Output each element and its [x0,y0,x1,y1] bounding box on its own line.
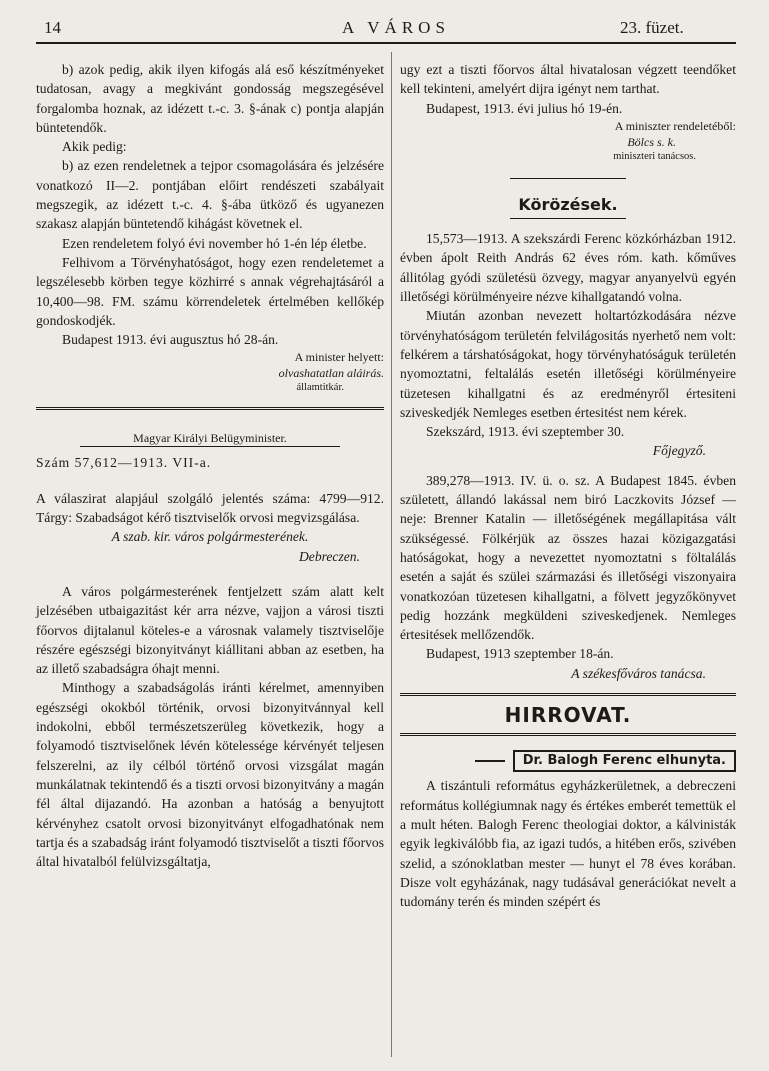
document-number: Szám 57,612—1913. VII-a. [36,455,212,471]
signature-name: Bölcs s. k. [627,134,676,149]
subject: A válaszirat alapjául szolgáló jelentés száma: 4799—912. Tárgy: Szabadságot kérő tisztviselők orvosi megvizsgálása. [36,490,384,526]
left-column [36,60,384,871]
issue-number: 23. füzet. [620,18,684,37]
signature-rank: államtitkár. [296,382,344,394]
paragraph: Miután azonban nevezett holtartózkodására nézve törvényhatóságom területén felvilágositás nyerhető nem volt: felkérem a társhatóságokat, hogy törvényhatóságuk területén nyomoztatni, feltalálás esetén illetőségi körülményeire tüzetesen kihallgatni és az eredményről értesiteni sziveskedjék Nemleges esetben értesitést nem kérek. [400,308,736,420]
paragraph: b) azok pedig, akik ilyen kifogás alá eső készítményeket tudatosan, avagy a megkivánt gondosság megszegésével forgalomba hoznak, az idézett t.-c. 3. §-ának c) pontja alapján büntetendők. [36,62,384,135]
paragraph: 15,573—1913. A szekszárdi Ferenc közkórházban 1912. évben ápolt Reith András 62 éves róm. kath. kőműves állitólag gyódi születésü özvegy, magyar anyanyelvü egyén illetőségi körülményeire nézve kihallgatandó volna. [400,231,736,305]
short-rule [510,178,626,179]
section-rule [400,693,736,696]
signature-name: Főjegyző. [652,443,706,459]
paragraph: b) az ezen rendeletnek a tejpor csomagolására és jelzésére vonatkozó II—2. pontjában előirt rendészeti szabályait megszegik, az idézett t.-c. 4. §-ába ütköző és ugyanezen szakasz alapján büntetendő kihágást követnek el. [36,158,384,232]
journal-title: A VÁROS [342,18,450,37]
date-line: Budapest, 1913 szeptember 18-án. [426,646,614,662]
paragraph: Felhivom a Törvényhatóságot, hogy ezen rendeletemet a legszélesebb körben tegye közhirré s annak végrehajtásáról a 10,400—98. FM. számu körrendeletek értelmében kellőkép gondoskodjék. [36,254,384,328]
section-heading: Körözések. [518,194,618,214]
news-title: Dr. Balogh Ferenc elhunyta. [513,750,736,772]
addressee: A szab. kir. város polgármesterének. [111,529,309,545]
signature-name: olvashatatlan aláirás. [278,366,384,381]
date-line: Budapest, 1913. évi julius hó 19-én. [426,100,623,116]
section-rule [36,407,384,410]
signature-name: A székesfőváros tanácsa. [571,665,706,681]
page-number: 14 [44,18,61,37]
ministry-heading: Magyar Királyi Belügyminister. [80,430,340,447]
page-header [36,18,736,42]
paragraph: 389,278—1913. IV. ü. o. sz. A Budapest 1845. évben született, állandó lakással nem biró Laczkovits József — neje: Brenner Katalin — illetőségének megállapitása vált szükségessé. Fölkérjük az összes hazai közigazgatási hatóságokat, hogy a nevezettet nyomoztatni s föltalálás esetén a saját és szülei származási és illetőségi viszonyaira vonatkozóan tüzetesen kihallgatni, a fölvett jegyzőkönyvet pedig hozzánk megküldeni sziveskedjenek. Nemleges értesitések mellőzendők. [400,472,736,643]
dash-rule [475,760,505,762]
section-rule [400,733,736,736]
date-line: Szekszárd, 1913. évi szeptember 30. [426,424,625,440]
paragraph: Ezen rendeletem folyó évi november hó 1-én lép életbe. [62,235,367,251]
city: Debreczen. [298,548,360,564]
short-rule [510,218,626,219]
news-heading: HIRROVAT. [504,703,632,728]
paragraph: ugy ezt a tiszti főorvos által hivatalosan végzett teendőket kell tekinteni, amelyért dijra igényt nem tarthat. [400,62,736,97]
paragraph: A tiszántuli református egyházkerületnek, a debreczeni református kollégiumnak nagy és értékes emberét temettük el a mult héten. Balogh Ferenc theologiai doktor, a kálvinisták egyik legkiválóbb fia, az igazi tudós, a hitében erős, szivében szelid, a szónoklatban mester — hunyt el 78 éves korában. Disze volt egyházának, nagy tudásával generációkat nevelt a tudomány terén és minden szépért és [400,778,736,910]
paragraph: Akik pedig: [62,139,127,155]
signature-title: A miniszter rendeletéből: [614,118,736,133]
date-line: Budapest 1913. évi augusztus hó 28-án. [62,332,279,348]
right-column [400,60,736,911]
header-rule [36,42,736,44]
signature-rank: miniszteri tanácsos. [613,150,696,162]
column-divider [391,52,392,1057]
paragraph: A város polgármesterének fentjelzett szám alatt kelt jelzésében utbaigazitást kér arra nézve, vajjon a városi tiszti főorvos dijtalanul köteles-e a városnak valamely tisztviselője részére egészségi bizonyitványt kiállitani abban az esetben, ha az illető szabadságra óhajt menni. [36,583,384,677]
signature-title: A minister helyett: [294,350,384,365]
paragraph: Minthogy a szabadságolás iránti kérelmet, amennyiben egészségi okokból történik, orvosi bizonyitvánnyal kell indokolni, ebből természetszerüleg következik, hogy a folyamodó tisztviselőnek lévén kötelessége kérvényét teljesen felszerelni, az ily célból történő orvosi vizsgálat magán munkálatnak tekintendő és a tiszti orvosi bizonyitvány a magán fél által dijazandó. Ha azonban a hatóság a benyujtott kérvényhez csatolt orvosi bizonyitványt elfogadhatónak nem tartja és a szabadság iránt folyamodó tisztviselőt a tiszti főorvos által hivatalból felülvizsgáltatja, [36,680,384,870]
